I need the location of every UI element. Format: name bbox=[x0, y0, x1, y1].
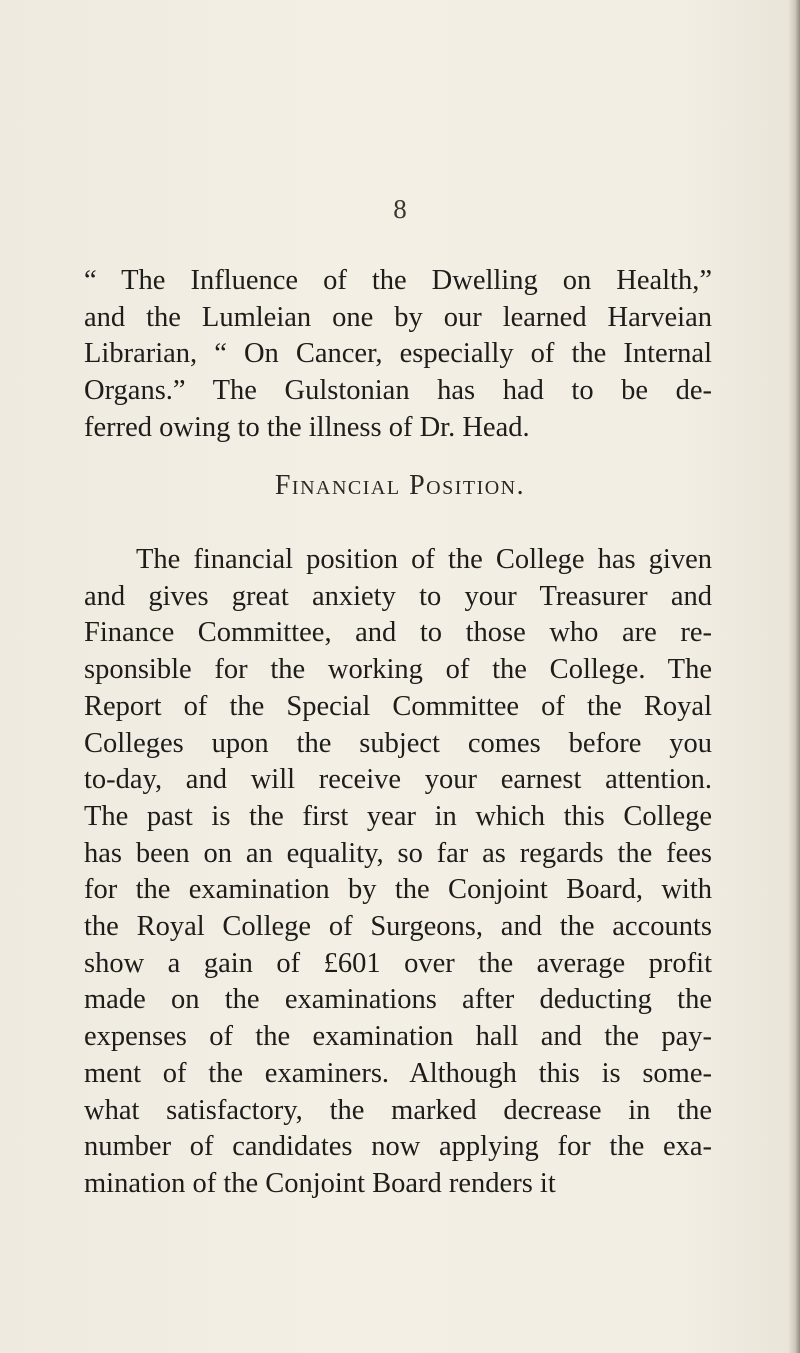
text-line: Finance Committee, and to those who are re- bbox=[84, 617, 712, 649]
text-line: show a gain of £601 over the average profit bbox=[84, 947, 712, 979]
text-line: for the examination by the Conjoint Board, with bbox=[84, 874, 712, 906]
paragraph-financial-position bbox=[84, 542, 712, 1203]
text-line: Librarian, “ On Cancer, especially of the Internal bbox=[84, 338, 712, 370]
text-line: expenses of the examination hall and the pay- bbox=[84, 1021, 712, 1053]
text-line: mination of the Conjoint Board renders it bbox=[84, 1167, 556, 1199]
text-line: Organs.” The Gulstonian has had to be de- bbox=[84, 375, 712, 407]
text-line: Colleges upon the subject comes before you bbox=[84, 727, 712, 759]
text-line: and gives great anxiety to your Treasurer and bbox=[84, 580, 712, 612]
section-heading: Financial Position. bbox=[274, 470, 526, 501]
text-line: to-day, and will receive your earnest attention. bbox=[84, 764, 712, 796]
text-line: made on the examinations after deducting the bbox=[84, 984, 712, 1016]
text-line: the Royal College of Surgeons, and the accounts bbox=[84, 911, 712, 943]
text-line: “ The Influence of the Dwelling on Health,” bbox=[84, 265, 712, 296]
text-line: ferred owing to the illness of Dr. Head. bbox=[84, 411, 530, 443]
text-line: number of candidates now applying for the exa- bbox=[84, 1131, 712, 1163]
text-line: has been on an equality, so far as regards the fees bbox=[84, 837, 712, 869]
text-line: what satisfactory, the marked decrease in the bbox=[84, 1094, 712, 1126]
page-number: 8 bbox=[393, 194, 407, 224]
text-line: ment of the examiners. Although this is some- bbox=[84, 1057, 712, 1089]
paragraph-lectures bbox=[84, 263, 712, 447]
text-line: The past is the first year in which this College bbox=[84, 800, 712, 832]
text-line: sponsible for the working of the College. The bbox=[84, 654, 712, 686]
text-line: The financial position of the College has given bbox=[136, 544, 712, 575]
text-line: and the Lumleian one by our learned Harveian bbox=[84, 301, 712, 333]
text-line: Report of the Special Committee of the Royal bbox=[84, 690, 712, 722]
